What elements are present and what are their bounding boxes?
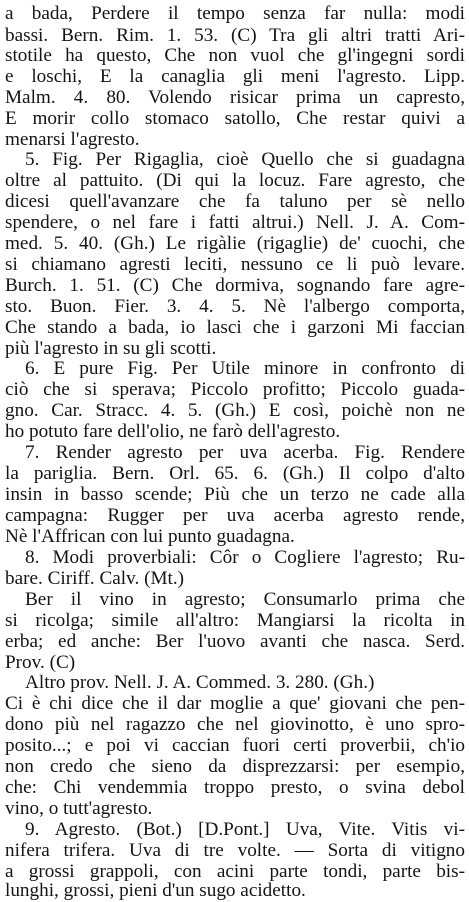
text-line: a grossi grappoli, con acini parte tondi, parte bis- <box>5 861 465 882</box>
text-line: erba; ed anche: Ber l'uovo avanti che nasca. Serd. <box>5 631 465 652</box>
text-line: 9. Agresto. (Bot.) [D.Pont.] Uva, Vite. Vitis vi- <box>25 819 465 840</box>
text-line: vino, o tutt'agresto. <box>5 798 153 819</box>
text-line: sto. Buon. Fier. 3. 4. 5. Nè l'albergo comporta, <box>5 296 465 317</box>
text-line: che: Chi vendemmia troppo presto, o svina debol <box>5 777 465 798</box>
text-line: insin in basso scende; Più che un terzo ne cade alla <box>5 484 465 505</box>
text-line: Che stando a bada, io lasci che i garzoni Mi faccian <box>5 317 465 338</box>
text-line: 7. Render agresto per uva acerba. Fig. Rendere <box>25 442 465 463</box>
text-line: posito...; e poi vi caccian fuori certi proverbii, ch'io <box>5 735 465 756</box>
text-line: 5. Fig. Per Rigaglia, cioè Quello che si guadagna <box>25 149 465 170</box>
text-line: e loschi, E la canaglia gli meni l'agresto. Lipp. <box>5 66 465 87</box>
text-line: lunghi, grossi, pieni d'un sugo acidetto. <box>5 880 306 901</box>
text-line: oltre al pattuito. (Di qui la locuz. Fare agresto, che <box>5 170 465 191</box>
text-line: Altro prov. Nell. J. A. Commed. 3. 280. (Gh.) <box>25 672 375 693</box>
text-line: a bada, Perdere il tempo senza far nulla: modi <box>5 3 465 24</box>
text-line: gno. Car. Stracc. 4. 5. (Gh.) E così, poichè non ne <box>5 400 465 421</box>
text-line: campagna: Rugger per uva acerba agresto rende, <box>5 505 465 526</box>
text-line: Ber il vino in agresto; Consumarlo prima che <box>25 589 465 610</box>
text-line: si chiamano agresti leciti, nessuno ce li può levare. <box>5 254 465 275</box>
text-line: med. 5. 40. (Gh.) Le rigàlie (rigaglie) de' cuochi, che <box>5 233 465 254</box>
text-line: Burch. 1. 51. (C) Che dormiva, sognando fare agre- <box>5 275 465 296</box>
text-line: dono più nel ragazzo che nel giovinotto, è uno spro- <box>5 714 465 735</box>
text-line: E morir collo stomaco satollo, Che restar quivi a <box>5 108 465 129</box>
text-line: la pariglia. Bern. Orl. 65. 6. (Gh.) Il colpo d'alto <box>5 463 465 484</box>
text-line: Prov. (C) <box>5 652 76 673</box>
text-line: spendere, o nel fare i fatti altrui.) Nell. J. A. Com- <box>5 212 465 233</box>
text-line: Nè l'Affrican con lui punto guadagna. <box>5 526 295 547</box>
text-line: bassi. Bern. Rim. 1. 53. (C) Tra gli altri tratti Ari- <box>5 25 465 46</box>
text-line: dicesi quell'avanzare che fa taluno per sè nello <box>5 191 465 212</box>
text-line: stotile ha questo, Che non vuol che gl'ingegni sordi <box>5 45 465 66</box>
text-line: 8. Modi proverbiali: Côr o Cogliere l'agresto; Ru- <box>25 547 465 568</box>
text-line: ho potuto fare dell'olio, ne farò dell'agresto. <box>5 421 341 442</box>
text-line: più l'agresto in su gli scotti. <box>5 338 217 359</box>
text-line: menarsi l'agresto. <box>5 129 140 150</box>
text-line: 6. E pure Fig. Per Utile minore in confronto di <box>25 358 465 379</box>
text-line: si ricolga; simile all'altro: Mangiarsi la ricolta in <box>5 610 465 631</box>
text-line: bare. Ciriff. Calv. (Mt.) <box>5 568 185 589</box>
text-line: Malm. 4. 80. Volendo risicar prima un capresto, <box>5 87 465 108</box>
text-line: Ci è chi dice che il dar moglie a que' giovani che pen- <box>5 693 465 714</box>
text-line: nifera trifera. Uva di tre volte. — Sorta di vitigno <box>5 840 465 861</box>
text-line: ciò che si sperava; Piccolo profitto; Piccolo guada- <box>5 379 465 400</box>
text-line: non credo che sieno da disprezzarsi: per esempio, <box>5 756 465 777</box>
